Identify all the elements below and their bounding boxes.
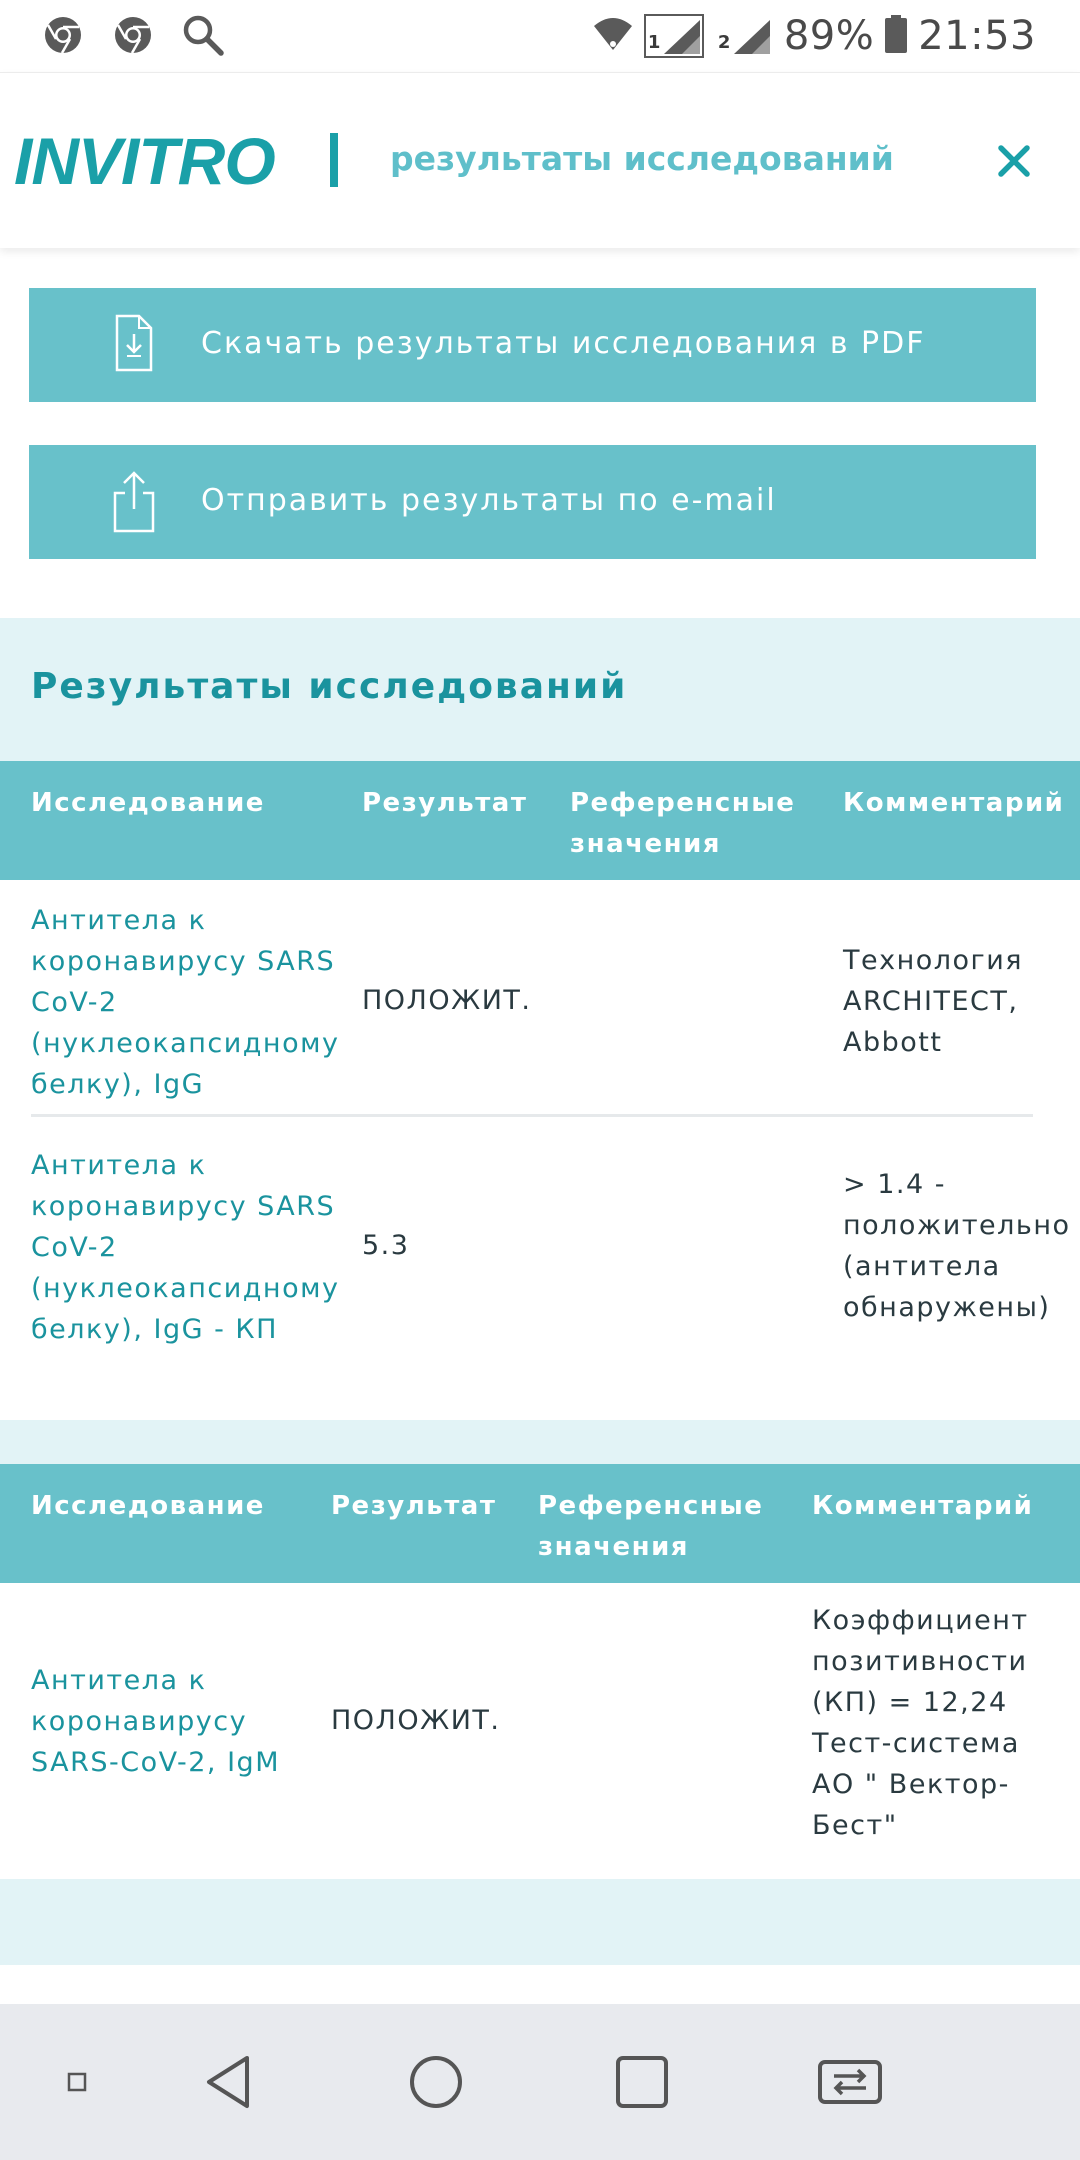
table-header <box>0 1464 1080 1583</box>
search-icon <box>180 12 226 58</box>
table-row-2-test[interactable]: Антитела к коронавирусу SARS CoV-2 (нуклеокапсидному белку), IgG - КП <box>31 1150 340 1345</box>
recents-icon <box>614 2054 670 2110</box>
column-header-comment: Комментарий <box>812 1491 1034 1521</box>
column-header-comment: Комментарий <box>843 788 1065 818</box>
results-title: Результаты исследований <box>31 666 628 707</box>
column-header-result: Результат <box>362 788 528 818</box>
table-row-2-result: 5.3 <box>362 1230 410 1261</box>
table-row-3-result: ПОЛОЖИТ. <box>331 1705 501 1736</box>
results-section <box>0 618 1080 1965</box>
table-row-2-comment: > 1.4 - положительно (антитела обнаружены) <box>843 1169 1071 1323</box>
status-bar <box>0 0 1080 72</box>
home-icon <box>408 2054 464 2110</box>
invitro-logo: INVITRO <box>14 124 275 198</box>
close-icon <box>997 144 1031 178</box>
navigation-bar <box>0 2004 1080 2160</box>
chrome-icon <box>40 12 86 58</box>
status-left-icons <box>40 12 226 58</box>
sim1-label: 1 <box>647 32 661 53</box>
table-body <box>0 1583 1080 1879</box>
column-header-reference: Референсные значения <box>538 1491 764 1562</box>
small-square-button[interactable] <box>27 2032 127 2132</box>
table-header <box>0 761 1080 880</box>
share-icon <box>105 469 161 535</box>
switch-app-button[interactable] <box>800 2032 900 2132</box>
signal-sim1-icon <box>644 14 706 58</box>
clock: 21:53 <box>918 13 1036 59</box>
download-pdf-label: Скачать результаты исследования в PDF <box>201 326 926 361</box>
signal-sim2-icon <box>716 14 774 58</box>
switch-app-icon <box>816 2056 884 2108</box>
column-header-result: Результат <box>331 1491 497 1521</box>
close-button[interactable] <box>984 131 1044 191</box>
app-header <box>0 72 1080 248</box>
small-square-icon <box>67 2072 87 2092</box>
status-right <box>592 8 1036 64</box>
home-button[interactable] <box>386 2032 486 2132</box>
column-header-test: Исследование <box>31 1491 265 1521</box>
table-row-3-comment: Коэффициент позитивности (КП) = 12,24 Тест-система АО " Вектор-Бест" <box>812 1605 1029 1841</box>
back-button[interactable] <box>179 2032 279 2132</box>
battery-percent: 89% <box>783 13 875 59</box>
pdf-download-icon <box>105 312 161 378</box>
sim2-label: 2 <box>717 32 731 53</box>
table-body <box>0 880 1080 1420</box>
recents-button[interactable] <box>592 2032 692 2132</box>
logo-divider <box>330 133 338 187</box>
table-row-1-comment: Технология ARCHITECT, Abbott <box>843 945 1024 1058</box>
battery-icon <box>884 14 908 58</box>
table-row-1-result: ПОЛОЖИТ. <box>362 985 532 1016</box>
row-divider <box>31 1114 1033 1117</box>
column-header-reference: Референсные значения <box>570 788 796 859</box>
page-title: результаты исследований <box>390 139 894 178</box>
table-row-1-test[interactable]: Антитела к коронавирусу SARS CoV-2 (нуклеокапсидному белку), IgG <box>31 905 340 1100</box>
send-email-label: Отправить результаты по e-mail <box>201 483 777 518</box>
back-icon <box>201 2054 257 2110</box>
table-row-3-test[interactable]: Антитела к коронавирусу SARS-CoV-2, IgM <box>31 1665 280 1778</box>
download-pdf-button[interactable] <box>29 288 1036 402</box>
wifi-icon <box>592 14 634 58</box>
chrome-icon <box>110 12 156 58</box>
send-email-button[interactable] <box>29 445 1036 559</box>
column-header-test: Исследование <box>31 788 265 818</box>
